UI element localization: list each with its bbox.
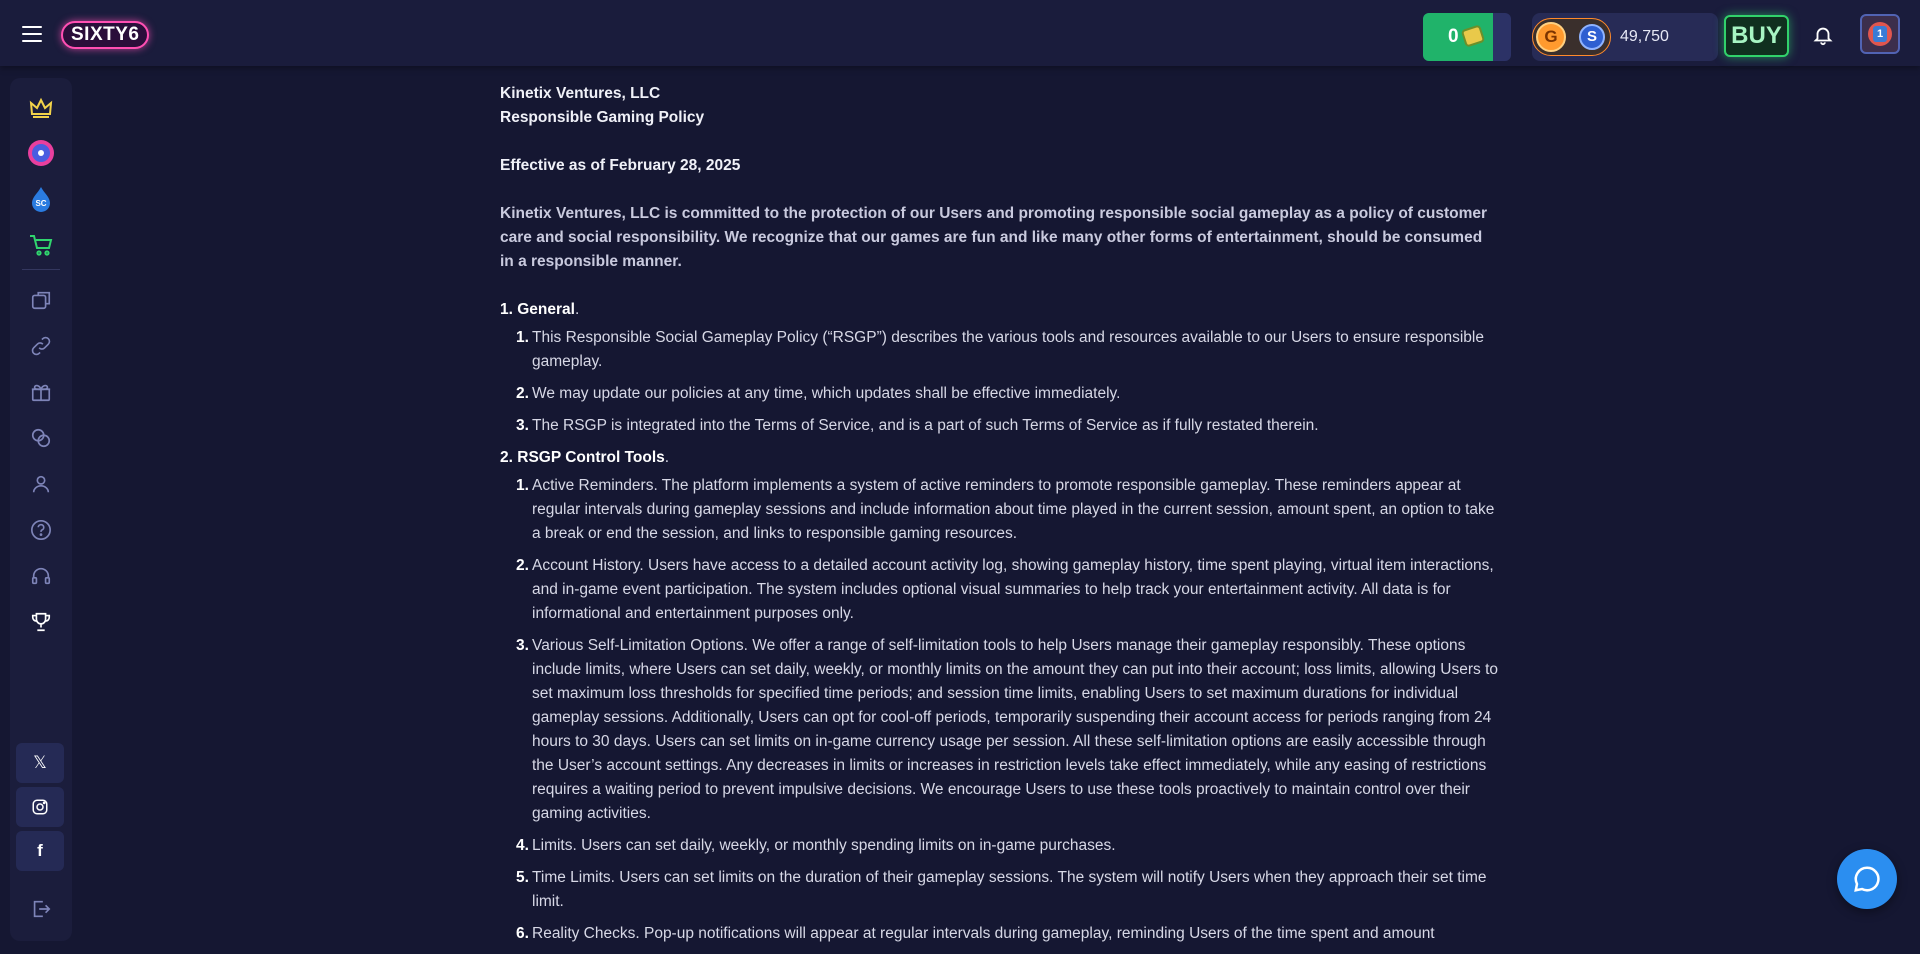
item-text: Account History. Users have access to a detailed account activity log, showing gameplay history, time spent playing, virtual item interactions, and in-game event participation. The system includes optional visual summaries to help track your entertainment activity. All data is for informational and entertainment purposes only. [532,557,1494,622]
list-item [500,414,1498,438]
bell-icon[interactable] [1812,24,1834,46]
item-number: 6. [516,925,529,942]
facebook-icon: f [37,841,43,860]
list-item [500,834,1498,858]
top-bar [0,0,1920,66]
list-item [500,866,1498,914]
avatar[interactable] [1860,14,1900,54]
item-number: 3. [516,637,529,654]
logo[interactable]: SIXTY6 [61,21,149,49]
cart-icon[interactable] [26,230,56,260]
section-heading: 1. General. [500,301,580,318]
user-icon[interactable] [26,469,56,499]
item-text: Various Self-Limitation Options. We offer a range of self-limitation tools to help Users manage their gameplay responsibly. These options include limits, where Users can set daily, weekly, or monthly limits on the amount they can put into their account; loss limits, allowing Users to set maximum loss thresholds for specified time periods; and session time limits, enabling Users to set maximum durations for individual gameplay sessions. Additionally, Users can opt for cool-off periods, temporarily suspending their account access for periods ranging from 24 hours to 30 days. Users can set limits on in-game currency usage per session. All these self-limitation options are easily accessible through the User’s account settings. Any decreases in limits or increases in restriction levels take effect immediately, while any easing of restrictions requires a waiting period to prevent impulsive decisions. We encourage Users to use these tools proactively to maintain control over their gaming activities. [532,637,1498,822]
item-text: Limits. Users can set daily, weekly, or monthly spending limits on in-game purchases. [532,837,1116,854]
wallet-amount: 0 [1423,13,1493,61]
item-text: Active Reminders. The platform implements a system of active reminders to promote responsible gameplay. These reminders appear at regular intervals during gameplay sessions and include information about time played in the current session, amount spent, an option to take a break or end the session, and links to responsible gaming resources. [532,477,1495,542]
section-title: General [517,301,575,318]
avatar-badge: 1 [1873,26,1887,42]
instagram-social-button[interactable] [16,787,64,827]
link-icon[interactable] [26,331,56,361]
currency-toggle[interactable] [1532,18,1611,56]
item-text: The RSGP is integrated into the Terms of Service, and is a part of such Terms of Service as if fully restated therein. [532,417,1319,434]
section-title: RSGP Control Tools [517,449,665,466]
gift-icon[interactable] [26,377,56,407]
section-list [500,326,1498,438]
item-text: We may update our policies at any time, which updates shall be effective immediately. [532,385,1121,402]
gold-coin-icon: G [1536,22,1566,52]
sc-label: SC [35,199,47,208]
section-heading: 2. RSGP Control Tools. [500,449,670,466]
list-item [500,554,1498,626]
effective-date: Effective as of February 28, 2025 [500,157,741,174]
item-number: 1. [516,477,529,494]
item-number: 4. [516,837,529,854]
facebook-social-button[interactable] [16,831,64,871]
sidebar-divider [22,269,60,270]
help-icon[interactable] [26,515,56,545]
list-item [500,922,1498,946]
x-icon: 𝕏 [33,753,47,773]
section-number: 2. [500,449,513,466]
item-number: 2. [516,557,529,574]
section-list [500,474,1498,946]
item-text: Reality Checks. Pop-up notifications will appear at regular intervals during gameplay, reminding Users of the time spent and amount [532,925,1435,942]
instagram-icon [31,798,49,816]
item-number: 2. [516,385,529,402]
list-item [500,326,1498,374]
chat-button[interactable] [1837,849,1897,909]
section-number: 1. [500,301,513,318]
list-item [500,382,1498,406]
item-number: 3. [516,417,529,434]
logout-icon[interactable] [26,894,56,924]
coins-icon[interactable] [26,423,56,453]
chat-icon [1852,864,1882,894]
intro-paragraph: Kinetix Ventures, LLC is committed to the protection of our Users and promoting responsible social gameplay as a policy of customer care and social responsibility. We recognize that our games are fun and like many other forms of entertainment, should be consumed in a responsible manner. [500,205,1488,270]
sc-coin-icon[interactable] [26,184,56,214]
section-control-tools [500,446,1498,946]
coin-balance: 49,750 [1620,28,1669,45]
item-number: 5. [516,869,529,886]
trophy-icon[interactable] [26,607,56,637]
section-general [500,298,1498,438]
wallet-button[interactable] [1423,13,1511,61]
coupon-icon[interactable] [26,285,56,315]
company-name: Kinetix Ventures, LLC [500,85,661,102]
list-item [500,474,1498,546]
coin-balance-box[interactable] [1532,13,1718,61]
item-text: Time Limits. Users can set limits on the duration of their gameplay sessions. The system will notify Users when they approach their set time limit. [532,869,1487,910]
sweeps-coin-icon: S [1579,24,1605,50]
list-item [500,634,1498,826]
sidebar [10,78,72,941]
wheel-icon[interactable] [26,138,56,168]
buy-button[interactable]: BUY [1724,15,1789,57]
policy-content [500,82,1498,954]
item-number: 1. [516,329,529,346]
item-text: This Responsible Social Gameplay Policy (“RSGP”) describes the various tools and resources available to our Users to ensure responsible gameplay. [532,329,1484,370]
support-icon[interactable] [26,561,56,591]
x-social-button[interactable] [16,743,64,783]
policy-title: Responsible Gaming Policy [500,109,705,126]
hamburger-menu-icon[interactable] [22,26,42,42]
crown-icon[interactable] [26,93,56,123]
